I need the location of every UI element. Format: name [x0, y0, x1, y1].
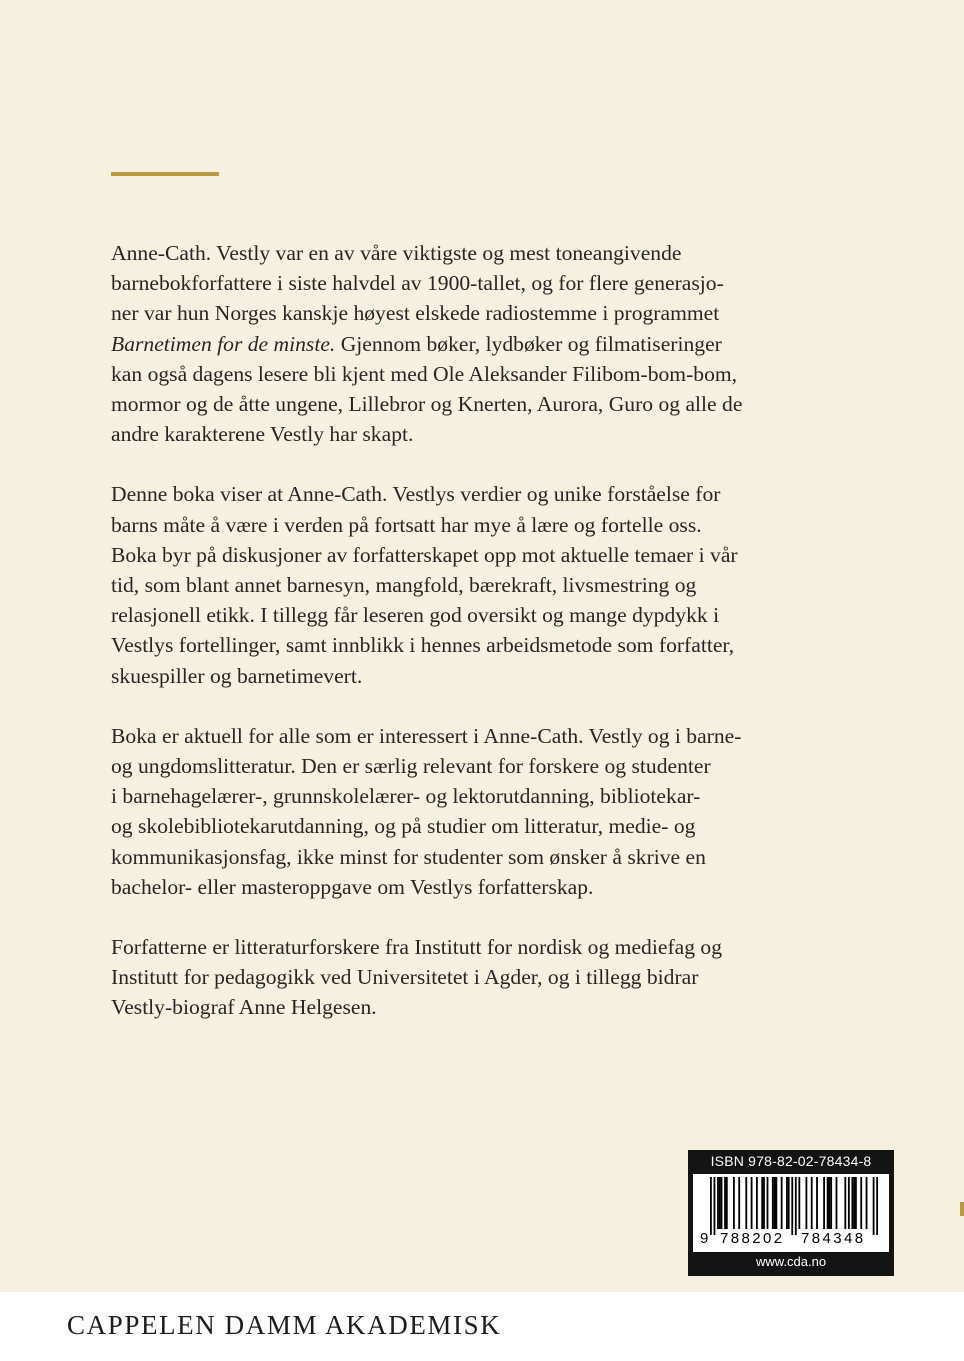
barcode-bar	[767, 1177, 769, 1229]
barcode-bar	[761, 1177, 763, 1229]
barcode-bar	[786, 1177, 788, 1229]
text-line: mormor og de åtte ungene, Lillebror og Knerten, Aurora, Guro og alle de	[111, 392, 743, 417]
barcode-bar	[876, 1177, 878, 1235]
barcode-bar	[811, 1177, 813, 1229]
barcode-bar	[816, 1177, 818, 1229]
decorative-gold-rule	[111, 172, 219, 176]
barcode-bar	[719, 1177, 721, 1229]
barcode-bar	[823, 1177, 825, 1229]
barcode-digits-right: 784348	[801, 1230, 866, 1247]
barcode-bars	[710, 1177, 878, 1237]
footer-band	[0, 1292, 964, 1361]
barcode-bar	[733, 1177, 735, 1229]
text-line: andre karakterene Vestly har skapt.	[111, 422, 414, 447]
text-line: og ungdomslitteratur. Den er særlig relevant for forskere og studenter	[111, 754, 711, 779]
text-line: Denne boka viser at Anne-Cath. Vestlys verdier og unike forståelse for	[111, 482, 721, 507]
barcode-bar	[717, 1177, 719, 1229]
text-line: i barnehagelærer-, grunnskolelærer- og lektorutdanning, bibliotekar-	[111, 784, 701, 809]
barcode-bar	[795, 1177, 797, 1235]
barcode-bar	[805, 1177, 807, 1229]
paragraph-authors	[111, 932, 841, 1023]
paragraph-content	[111, 479, 841, 690]
barcode-bar	[873, 1177, 875, 1235]
text-line: Vestlys fortellinger, samt innblikk i hennes arbeidsmetode som forfatter,	[111, 633, 735, 658]
barcode-bar	[738, 1177, 740, 1229]
isbn-barcode-block	[688, 1150, 894, 1276]
barcode-bar	[798, 1177, 800, 1229]
publisher-website: www.cda.no	[755, 1254, 827, 1269]
text-line: og skolebibliotekarutdanning, og på studier om litteratur, medie- og	[111, 814, 696, 839]
text-line: kommunikasjonsfag, ikke minst for studenter som ønsker å skrive en	[111, 844, 706, 869]
text-line: relasjonell etikk. I tillegg får leseren god oversikt og mange dypdykk i	[111, 603, 720, 628]
barcode-bar	[866, 1177, 868, 1229]
barcode-bar	[714, 1177, 716, 1235]
text-line: kan også dagens lesere bli kjent med Ole Aleksander Filibom-bom-bom,	[111, 361, 738, 386]
text-line: barnebokforfattere i siste halvdel av 1900-tallet, og for flere generasjo-	[111, 271, 724, 296]
barcode-bar	[721, 1177, 723, 1229]
text-line: Anne-Cath. Vestly var en av våre viktigste og mest toneangivende	[111, 241, 682, 265]
text-line	[111, 329, 841, 359]
barcode-bar	[848, 1177, 850, 1229]
barcode-bar	[830, 1177, 832, 1229]
barcode-digits-left: 788202	[720, 1230, 785, 1247]
edge-mark	[960, 1202, 964, 1216]
barcode-bar	[726, 1177, 728, 1229]
barcode-bar	[763, 1177, 765, 1229]
barcode-bar	[724, 1177, 726, 1229]
text-line: Boka er aktuell for alle som er interessert i Anne-Cath. Vestly og i barne-	[111, 723, 742, 748]
program-title: Barnetimen for de minste.	[111, 331, 336, 356]
barcode-bar	[836, 1177, 838, 1229]
text-line: Vestly-biograf Anne Helgesen.	[111, 995, 377, 1020]
barcode-bar	[756, 1177, 758, 1229]
text-line: Boka byr på diskusjoner av forfatterskapet opp mot aktuelle temaer i vår	[111, 542, 738, 567]
paragraph-audience	[111, 721, 841, 902]
text-line: ner var hun Norges kanskje høyest elskede radiostemme i programmet	[111, 301, 720, 326]
text-line: Institutt for pedagogikk ved Universitetet i Agder, og i tillegg bidrar	[111, 965, 699, 990]
barcode-area	[693, 1174, 889, 1252]
back-cover-text	[111, 238, 841, 1023]
barcode-bar	[791, 1177, 793, 1235]
text-line: tid, som blant annet barnesyn, mangfold, bærekraft, livsmestring og	[111, 573, 697, 598]
barcode-bar	[788, 1177, 790, 1229]
text-line: bachelor- eller masteroppgave om Vestlys forfatterskap.	[111, 874, 594, 899]
barcode-bar	[775, 1177, 777, 1229]
text-line: Forfatterne er litteraturforskere fra Institutt for nordisk og mediefag og	[111, 935, 723, 960]
isbn-label: ISBN 978-82-02-78434-8	[710, 1153, 872, 1169]
barcode-bar	[774, 1177, 776, 1229]
barcode-bar	[827, 1177, 829, 1229]
text-line: barns måte å være i verden på fortsatt har mye å lære og fortelle oss.	[111, 512, 702, 537]
barcode-digit-first: 9	[700, 1230, 709, 1247]
barcode-bar	[751, 1177, 753, 1229]
barcode-bar	[745, 1177, 747, 1229]
barcode-bar	[781, 1177, 783, 1229]
barcode-bar	[772, 1177, 774, 1229]
barcode-bar	[851, 1177, 853, 1229]
barcode-bar	[710, 1177, 712, 1235]
barcode-bar	[828, 1177, 830, 1229]
barcode-bar	[855, 1177, 857, 1229]
paragraph-intro	[111, 238, 841, 449]
barcode-bar	[844, 1177, 846, 1229]
text-line: skuespiller og barnetimevert.	[111, 663, 363, 688]
publisher-logo: CAPPELEN DAMM AKADEMISK	[67, 1310, 502, 1340]
text-line-rest: Gjennom bøker, lydbøker og filmatiseringer	[335, 331, 722, 356]
barcode-bar	[860, 1177, 862, 1229]
barcode-bar	[853, 1177, 855, 1229]
